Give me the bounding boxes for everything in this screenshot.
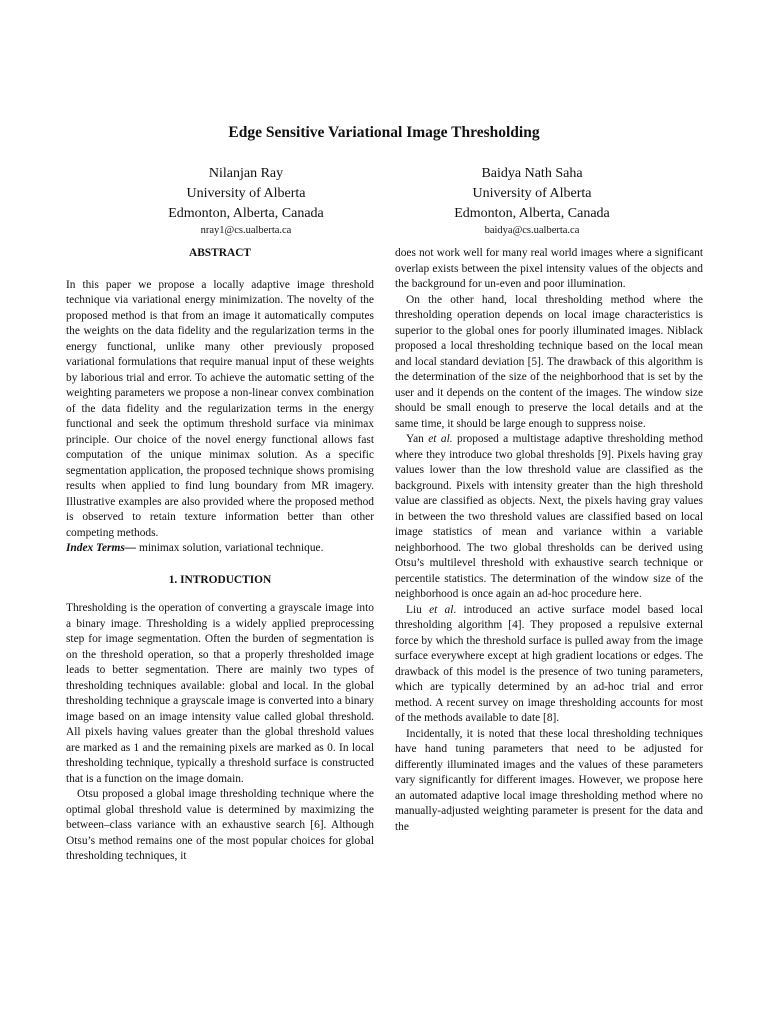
right-paragraph-3 — [395, 432, 703, 603]
index-terms-label: Index Terms— — [66, 542, 137, 554]
right-column — [395, 246, 703, 835]
introduction-heading: 1. INTRODUCTION — [168, 573, 272, 586]
author-block-2 — [402, 164, 662, 237]
abstract-text: In this paper we propose a locally adaptive image threshold technique via variational energy minimization. The novelty of the proposed method is that from an image it automatically computes the weights on the data fidelity and the regularization terms in the energy functional, unlike many other previously proposed variational formulations that require manual input of these weights by laborious trial and error. To achieve the automatic setting of the weighting parameters we propose a non-linear convex combination of the data fidelity and the regularization terms in the energy functional and seek the optimum threshold surface via minimax principle. Our choice of the novel energy functional allows fast computation of the unique minimax solution. As a specific segmentation application, the proposed technique shows promising results when applied to find lung boundary from MR imagery. Illustrative examples are also provided where the proposed method is observed to retain texture information better than other competing methods. — [66, 278, 374, 539]
index-terms-text: minimax solution, variational technique. — [136, 542, 324, 554]
author-location: Edmonton, Alberta, Canada — [454, 206, 610, 221]
author-affiliation: University of Alberta — [472, 186, 592, 201]
author-name: Nilanjan Ray — [208, 166, 284, 181]
right-paragraph-4 — [395, 603, 703, 727]
left-column — [66, 246, 374, 865]
author-block-1 — [116, 164, 376, 237]
p3-lead: Yan — [406, 433, 429, 445]
author-email: nray1@cs.ualberta.ca — [200, 225, 292, 236]
abstract-heading: ABSTRACT — [188, 247, 252, 259]
author-email: baidya@cs.ualberta.ca — [484, 225, 580, 236]
right-paragraph-1: does not work well for many real world images where a significant overlap exists between the pixel intensity values of the objects and the background for un-even and poor illumination. — [395, 247, 703, 290]
p4-lead: Liu — [406, 603, 430, 616]
author-affiliation: University of Alberta — [186, 186, 306, 201]
p3-body: proposed a multistage adaptive thresholding method where they introduce two global thresholds [9]. Pixels having gray values lower than the low threshold value are classified as the background. Pixels with intensity greater than the high threshold value are classified as objects. Next, the pixels having gray values in between the two threshold values are classified based on local image statistics of mean and variance within a variable neighborhood. The two global thresholds can be derived using Otsu’s multilevel threshold with exhaustive search technique or percentile statistics. The determination of the window size of the neighborhood is once again an ad-hoc procedure here. — [395, 433, 703, 600]
paper-title: Edge Sensitive Variational Image Thresholding — [228, 124, 540, 141]
intro-paragraph-1: Thresholding is the operation of converting a grayscale image into a binary image. Thresholding is a widely applied preprocessing step for image segmentation. Often the burden of segmentation is on the threshold operation, so that a properly thresholded image leads to better segmentation. There are mainly two types of thresholding techniques available: global and local. In the global thresholding technique a grayscale image is converted into a binary image based on an image intensity value called global threshold. All pixels having values greater than the global threshold values are marked as 1 and the remaining pixels are marked as 0. In local thresholding technique, typically a threshold surface is constructed that is a function on the image domain. — [66, 602, 374, 785]
right-paragraph-5: Incidentally, it is noted that these local thresholding techniques have hand tuning parameters that need to be adjusted for differently illuminated images and the values of these parameters vary significantly for different images. However, we propose here an automated adaptive local image thresholding method where no manually-adjusted weighting parameter is present for the data and the — [395, 727, 703, 833]
right-paragraph-2: On the other hand, local thresholding method where the thresholding operation depends on local image characteristics is superior to the global ones for poorly illuminated images. Niblack proposed a local thresholding technique based on the local mean and local standard deviation [5]. The drawback of this algorithm is the determination of the size of the neighborhood that is set by the user and it depends on the content of the images. The window size should be small enough to preserve the local details and at the same time, it should be large enough to suppress noise. — [395, 293, 703, 430]
p4-body: . introduced an active surface model based local thresholding algorithm [4]. They proposed a repulsive external force by which the threshold surface is pulled away from the image surface everywhere except at high gradient locations or edges. The drawback of this model is the presence of two tuning parameters, which are typically determined by an ad-hoc trial and error method. A recent survey on image thresholding accounts for most of the methods available to date [8]. — [395, 603, 703, 724]
p3-etal: et al. — [428, 433, 453, 445]
author-location: Edmonton, Alberta, Canada — [168, 206, 324, 221]
index-terms — [66, 541, 374, 557]
author-name: Baidya Nath Saha — [481, 166, 583, 181]
p4-etal: et al — [429, 603, 454, 616]
intro-paragraph-2: Otsu proposed a global image thresholding technique where the optimal global threshold value is determined by maximizing the between–class variance with an exhaustive search [6]. Although Otsu’s method remains one of the most popular choices for global thresholding techniques, it — [66, 788, 374, 862]
